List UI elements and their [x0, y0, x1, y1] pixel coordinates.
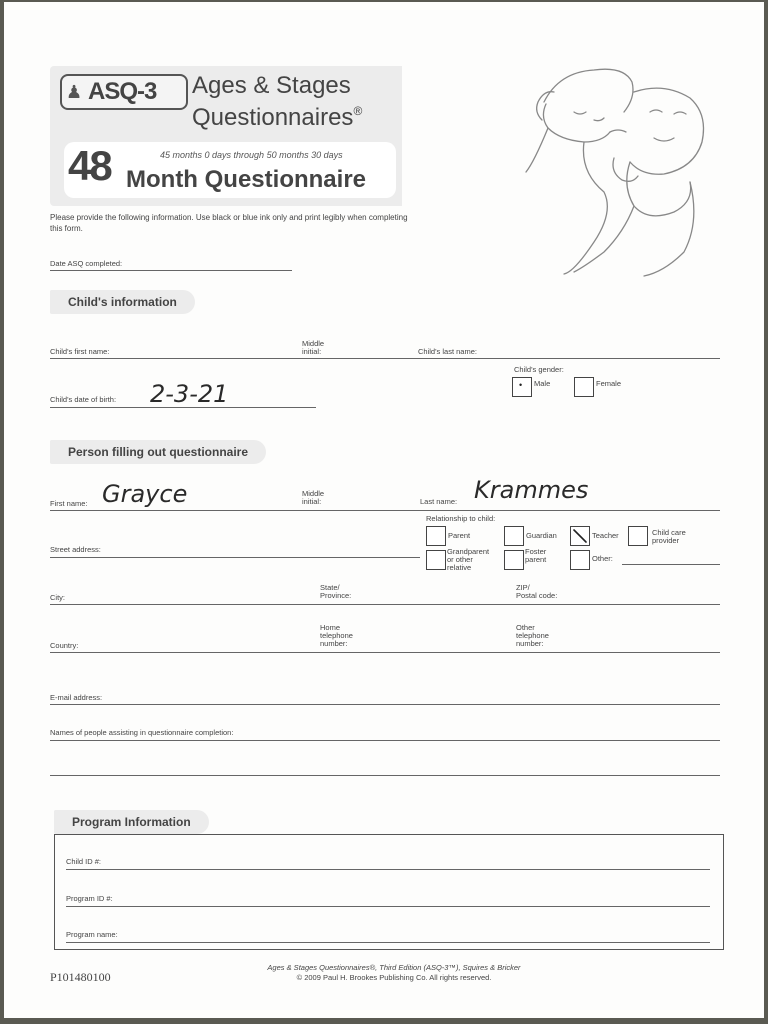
- child-dob-value[interactable]: 2-3-21: [150, 380, 229, 408]
- teacher-check-mark: [571, 527, 589, 545]
- child-id-line[interactable]: [66, 869, 710, 870]
- city-label: City:: [50, 593, 65, 602]
- gender-male-checkbox[interactable]: [512, 377, 532, 397]
- person-middle-label-2: initial:: [302, 497, 322, 506]
- country-label: Country:: [50, 641, 79, 650]
- gender-male-mark: •: [519, 380, 523, 390]
- relationship-label: Relationship to child:: [426, 514, 496, 523]
- person-middle-label-1: Middle: [302, 489, 325, 498]
- child-dob-label: Child's date of birth:: [50, 395, 117, 404]
- logo-text: ASQ-3: [88, 78, 157, 105]
- relationship-other-label: Other:: [592, 554, 613, 563]
- relationship-grandparent-label-2: or other: [447, 555, 473, 564]
- assist-line-1[interactable]: [50, 740, 720, 741]
- person-last-name-value[interactable]: Krammes: [474, 476, 589, 504]
- relationship-guardian-checkbox[interactable]: [504, 526, 524, 546]
- person-first-name-label: First name:: [50, 499, 88, 508]
- other-phone-label-3: number:: [516, 639, 544, 648]
- program-name-label: Program name:: [66, 930, 118, 939]
- child-first-name-label: Child's first name:: [50, 347, 110, 356]
- program-info-box: [54, 834, 724, 950]
- child-info-section-title: Child's information: [50, 290, 195, 314]
- child-dob-line[interactable]: [50, 407, 316, 408]
- instructions: Please provide the following information. Use black or blue ink only and print legibly when completing this form.: [50, 213, 408, 233]
- gender-male-label: Male: [534, 379, 551, 388]
- relationship-childcare-label-2: provider: [652, 536, 680, 545]
- relationship-foster-label-1: Foster: [525, 547, 547, 556]
- questionnaire-page: [4, 2, 764, 1018]
- gender-female-checkbox[interactable]: [574, 377, 594, 397]
- home-phone-label-2: telephone: [320, 631, 353, 640]
- relationship-teacher-label: Teacher: [592, 531, 619, 540]
- relationship-other-checkbox[interactable]: [570, 550, 590, 570]
- footer-line-2: © 2009 Paul H. Brookes Publishing Co. All rights reserved.: [296, 973, 492, 982]
- zip-label-1: ZIP/: [516, 583, 530, 592]
- relationship-parent-label: Parent: [448, 531, 471, 540]
- person-first-name-value[interactable]: Grayce: [102, 480, 188, 508]
- relationship-grandparent-checkbox[interactable]: [426, 550, 446, 570]
- child-name-line[interactable]: [50, 358, 720, 359]
- state-label-2: Province:: [320, 591, 352, 600]
- city-line[interactable]: [50, 604, 720, 605]
- person-section-title: Person filling out questionnaire: [50, 440, 266, 464]
- assist-label: Names of people assisting in questionnaire completion:: [50, 728, 234, 737]
- child-last-name-label: Child's last name:: [418, 347, 477, 356]
- assist-line-2[interactable]: [50, 775, 720, 776]
- program-name-line[interactable]: [66, 942, 710, 943]
- state-label-1: State/: [320, 583, 340, 592]
- child-id-label: Child ID #:: [66, 857, 102, 866]
- person-last-name-label: Last name:: [420, 497, 458, 506]
- asq3-logo: [60, 74, 188, 110]
- child-middle-label-1: Middle: [302, 339, 325, 348]
- email-line[interactable]: [50, 704, 720, 705]
- footer-line-1: Ages & Stages Questionnaires®, Third Edition (ASQ-3™), Squires & Bricker: [267, 963, 521, 972]
- footer-code: P101480100: [50, 970, 111, 984]
- other-phone-label-1: Other: [516, 623, 535, 632]
- home-phone-label-3: number:: [320, 639, 348, 648]
- gender-female-label: Female: [596, 379, 622, 388]
- relationship-grandparent-label-3: relative: [447, 563, 472, 572]
- other-phone-label-2: telephone: [516, 631, 549, 640]
- child-gender-label: Child's gender:: [514, 365, 564, 374]
- zip-label-2: Postal code:: [516, 591, 558, 600]
- relationship-grandparent-label-1: Grandparent: [447, 547, 490, 556]
- relationship-childcare-checkbox[interactable]: [628, 526, 648, 546]
- country-line[interactable]: [50, 652, 720, 653]
- relationship-other-line[interactable]: [622, 564, 720, 565]
- home-phone-label-1: Home: [320, 623, 341, 632]
- relationship-parent-checkbox[interactable]: [426, 526, 446, 546]
- street-address-line[interactable]: [50, 557, 420, 558]
- relationship-teacher-checkbox[interactable]: [570, 526, 590, 546]
- family-icon: ♟: [66, 82, 83, 102]
- title-line-1: Ages & Stages: [192, 72, 351, 99]
- program-section-title: Program Information: [54, 810, 209, 834]
- registered-mark: ®: [353, 104, 363, 118]
- title-line-2: [192, 104, 362, 132]
- date-completed-line[interactable]: [50, 270, 292, 271]
- age-number: 48: [68, 142, 111, 189]
- program-id-label: Program ID #:: [66, 894, 113, 903]
- relationship-childcare-label-1: Child care: [652, 528, 686, 537]
- child-middle-label-2: initial:: [302, 347, 322, 356]
- date-completed-label: Date ASQ completed:: [50, 259, 123, 268]
- relationship-foster-label-2: parent: [525, 555, 547, 564]
- title-line-2-text: Questionnaires: [192, 104, 354, 131]
- questionnaire-title: Month Questionnaire: [126, 166, 366, 193]
- mother-baby-illustration: [514, 62, 714, 282]
- program-id-line[interactable]: [66, 906, 710, 907]
- age-range: 45 months 0 days through 50 months 30 days: [160, 150, 343, 160]
- street-address-label: Street address:: [50, 545, 101, 554]
- person-name-line[interactable]: [50, 510, 720, 511]
- relationship-guardian-label: Guardian: [526, 531, 557, 540]
- email-label: E-mail address:: [50, 693, 103, 702]
- relationship-foster-checkbox[interactable]: [504, 550, 524, 570]
